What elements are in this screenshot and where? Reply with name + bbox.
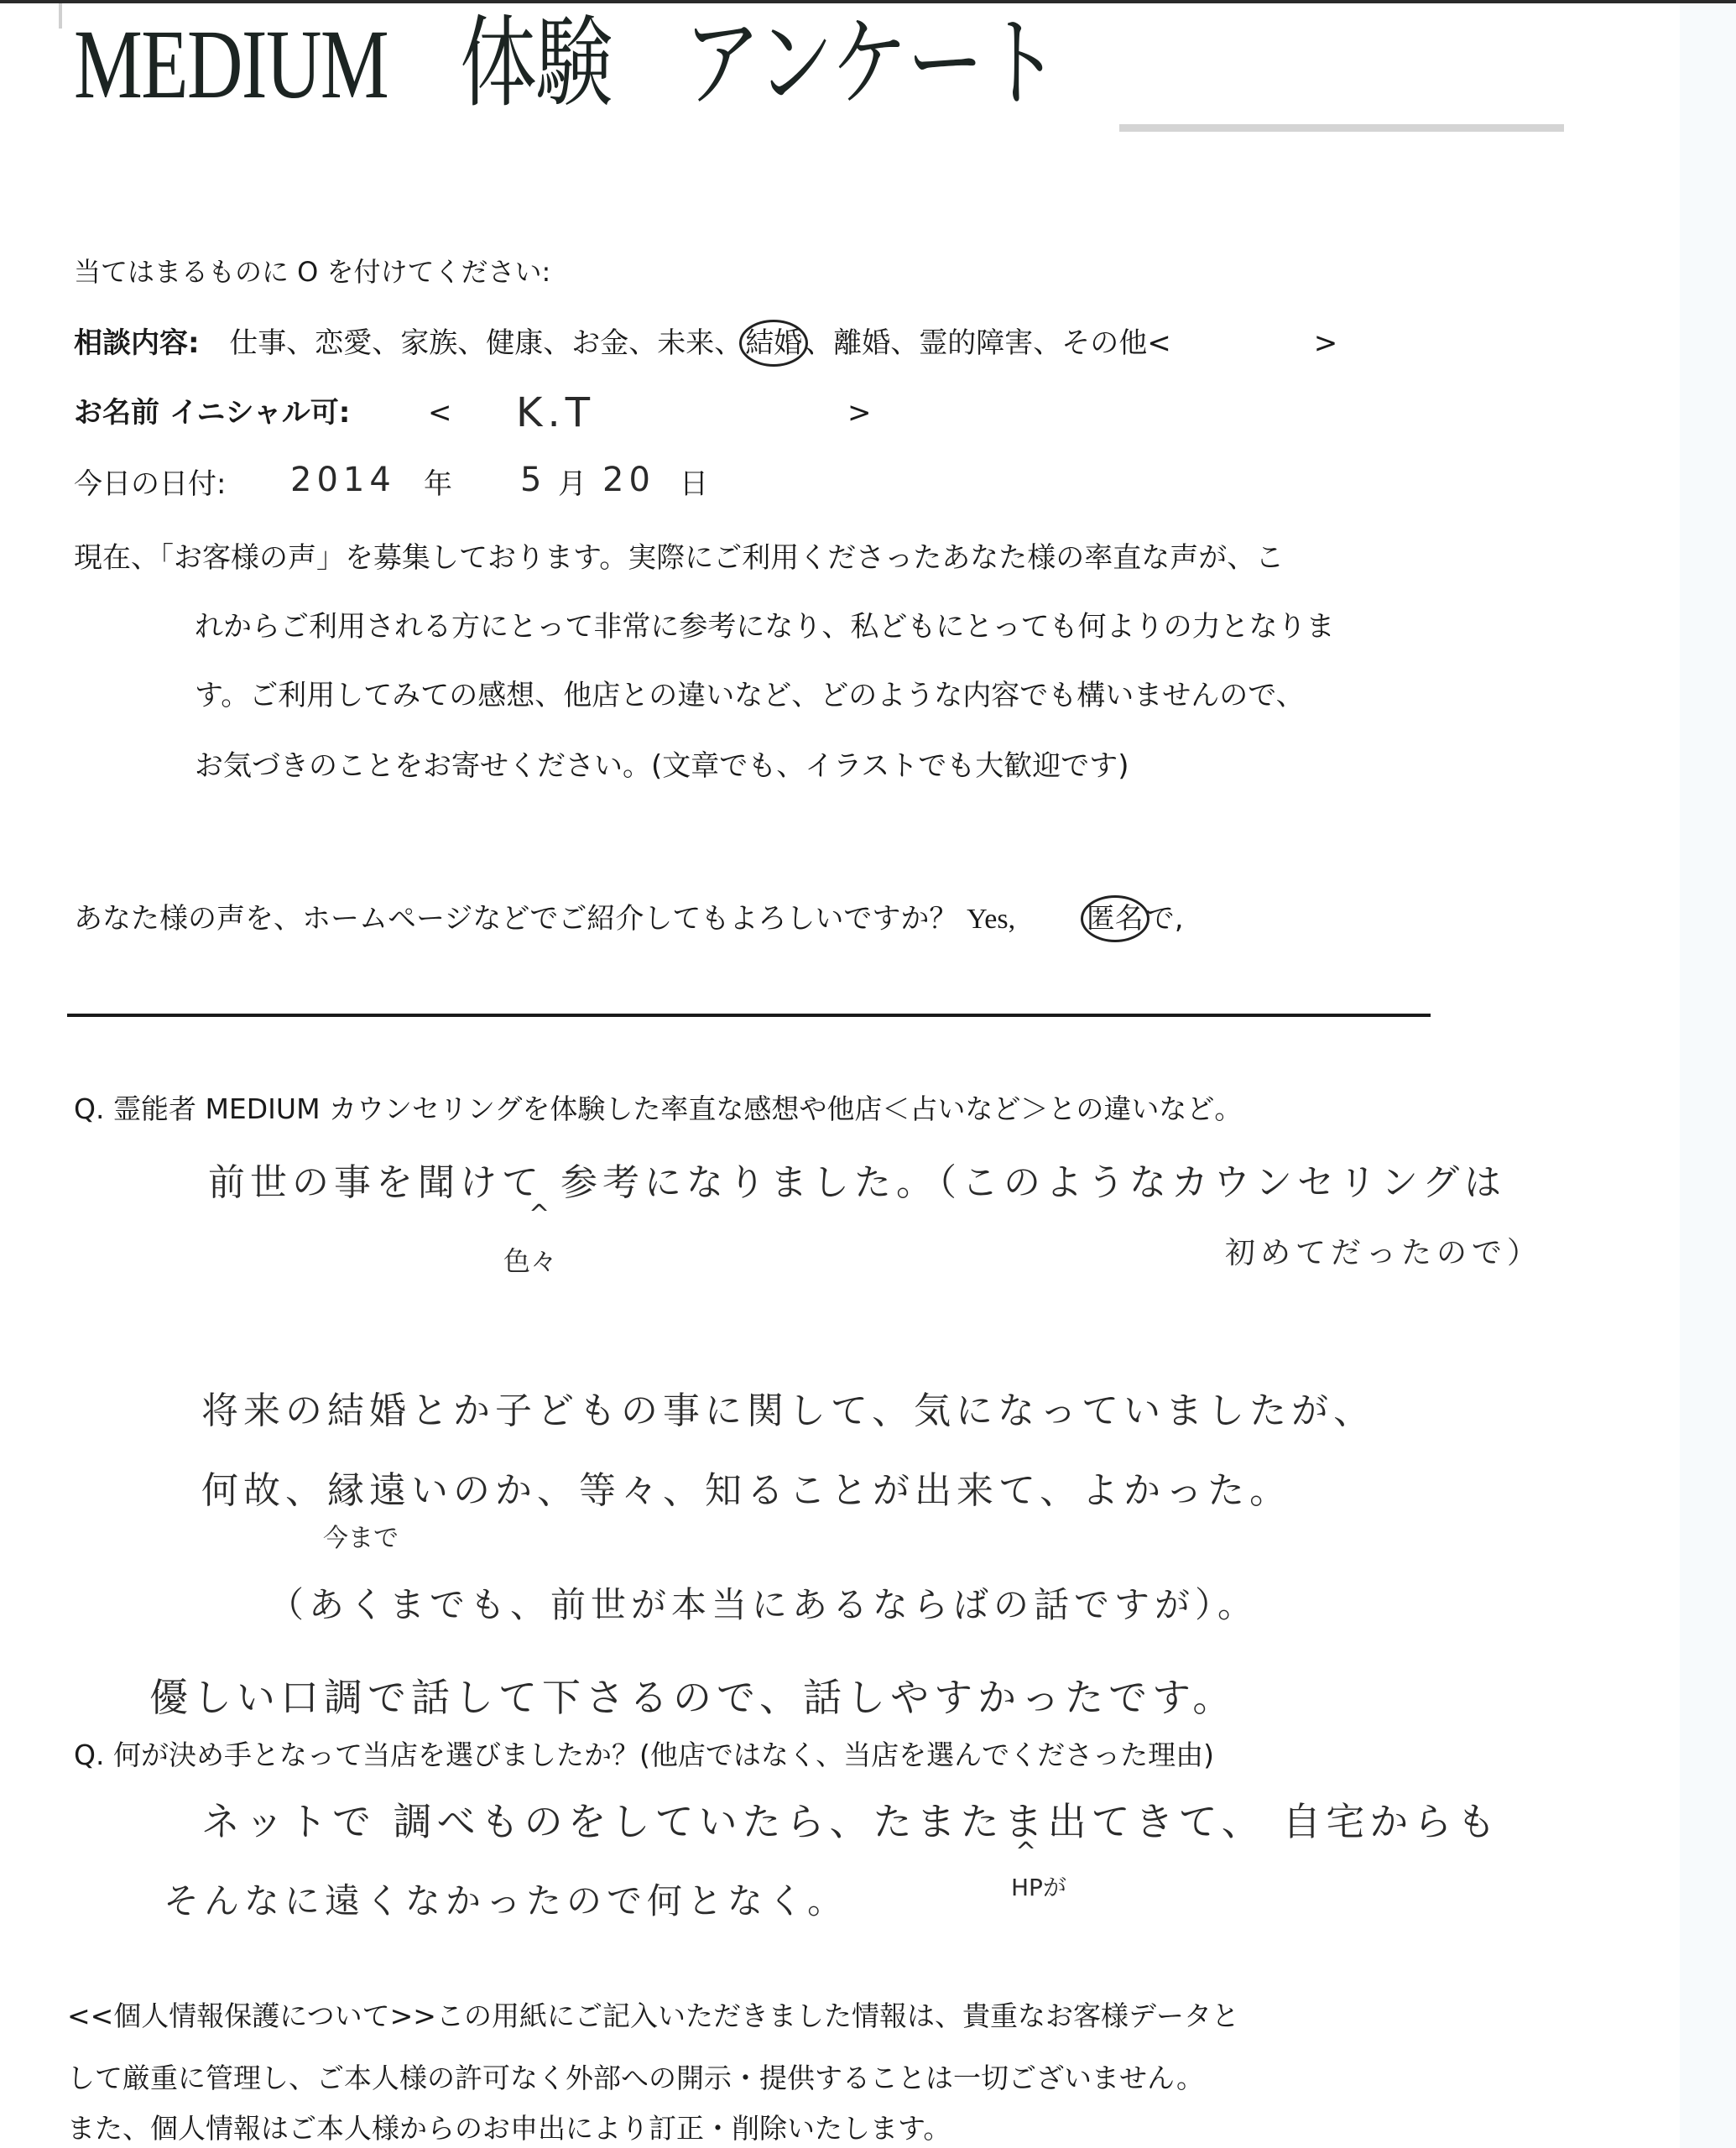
name-close-bracket: > [847, 396, 872, 430]
name-label: お名前 イニシャル可: [74, 396, 351, 430]
name-row [74, 396, 351, 430]
q2-question: Q. 何が決め手となって当店を選びましたか？(他店ではなく、当店を選んでくださった理由) [74, 1739, 1215, 1771]
section-divider [67, 1014, 1431, 1017]
date-month-field[interactable]: 5 [520, 461, 547, 499]
instruction-text: 当てはまるものに O を付けてください: [74, 256, 551, 288]
privacy-line-2: して厳重に管理し、ご本人様の許可なく外部への開示・提供することは一切ございません。 [67, 2062, 1204, 2094]
insert-caret-2: ^ [1015, 1838, 1037, 1867]
title-jp-experience: 体験 [459, 9, 612, 119]
q1-answer-line-5[interactable]: （あくまでも、前世が本当にあるならばの話ですが）。 [268, 1584, 1259, 1625]
q2-answer-line-1[interactable]: ネットで 調べものをしていたら、たまたま出てきて、 自宅からも [201, 1799, 1501, 1844]
page-title [74, 9, 1059, 119]
option-other[interactable]: その他 [1061, 326, 1148, 360]
option-divorce[interactable]: 離婚 [833, 326, 891, 360]
day-unit: 日 [680, 467, 708, 501]
insert-caret: ^ [529, 1200, 550, 1229]
q2-answer-line-2[interactable]: そんなに遠くなかったので何となく。 [164, 1880, 848, 1921]
q1-question: Q. 霊能者 MEDIUM カウンセリングを体験した率直な感想や他店＜占いなど＞との違いなど。 [74, 1092, 1243, 1125]
option-health[interactable]: 健康 [486, 326, 544, 360]
title-underline-bar [1119, 124, 1564, 132]
name-open-bracket: < [428, 396, 452, 430]
title-jp-survey: アンケート [683, 9, 1059, 119]
intro-line-4: お気づきのことをお寄せください。(文章でも、イラストでも大歓迎です) [195, 749, 1129, 783]
q1-answer-line-1[interactable]: 前世の事を聞けて 参考になりました。（このようなカウンセリングは [208, 1161, 1507, 1204]
scan-right-edge [1680, 3, 1736, 2148]
option-marriage-circled[interactable]: 結婚 [739, 320, 808, 367]
q2-insert-hp: HPが [1011, 1874, 1066, 1901]
consent-yes[interactable]: Yes, [967, 904, 1016, 935]
scan-mark [59, 3, 62, 29]
date-day-field[interactable]: 20 [602, 461, 655, 499]
q1-answer-line-3[interactable]: 将来の結婚とか子どもの事に関して、気になっていましたが、 [201, 1389, 1376, 1432]
date-year-field[interactable]: 2014 [290, 461, 396, 499]
other-open-bracket: < [1147, 326, 1171, 360]
option-family[interactable]: 家族 [400, 326, 458, 360]
option-spiritual[interactable]: 霊的障害 [919, 326, 1034, 360]
option-money[interactable]: お金 [571, 326, 629, 360]
option-future[interactable]: 未来 [657, 326, 715, 360]
month-unit: 月 [558, 467, 586, 501]
privacy-line-1: <<個人情報保護について>>この用紙にご記入いただきました情報は、貴重なお客様データと [67, 1999, 1239, 2032]
consent-question: あなた様の声を、ホームページなどでご紹介してもよろしいですか？ [74, 902, 958, 936]
q1-answer-line-6[interactable]: 優しい口調で話して下さるので、話しやすかったです。 [149, 1675, 1237, 1720]
year-unit: 年 [424, 467, 452, 501]
name-field[interactable]: K.T [516, 389, 596, 436]
privacy-line-3: また、個人情報はご本人様からのお申出により訂正・削除いたします。 [67, 2112, 951, 2145]
consultation-row: 相談内容: 仕事、恋愛、家族、健康、お金、未来、結婚、離婚、霊的障害、その他< > [74, 329, 1337, 357]
q1-answer-line-4[interactable]: 何故、縁遠いのか、等々、知ることが出来て、よかった。 [201, 1469, 1292, 1512]
consent-suffix: で, [1145, 902, 1184, 936]
scan-top-edge [0, 0, 1736, 3]
consent-row [74, 902, 1184, 936]
intro-line-2: れからご利用される方にとって非常に参考になり、私どもにとっても何よりの力となりま [195, 610, 1335, 644]
q1-insert-iroiro: 色々 [503, 1245, 558, 1277]
option-work[interactable]: 仕事 [229, 326, 287, 360]
other-close-bracket: > [1313, 326, 1338, 360]
q1-insert-imamade: 今まで [323, 1524, 399, 1553]
date-label: 今日の日付: [74, 467, 227, 501]
consultation-label: 相談内容: [74, 326, 200, 360]
intro-line-3: す。ご利用してみての感想、他店との違いなど、どのような内容でも構いませんので、 [195, 679, 1305, 712]
q1-answer-line-2[interactable]: 初めてだったので） [1225, 1236, 1543, 1270]
title-en: MEDIUM [74, 9, 388, 119]
intro-line-1: 現在、「お客様の声」を募集しております。実際にご利用くださったあなた様の率直な声が、こ [74, 541, 1285, 575]
option-love[interactable]: 恋愛 [315, 326, 373, 360]
consent-anonymous-circled[interactable]: 匿名 [1081, 895, 1150, 942]
